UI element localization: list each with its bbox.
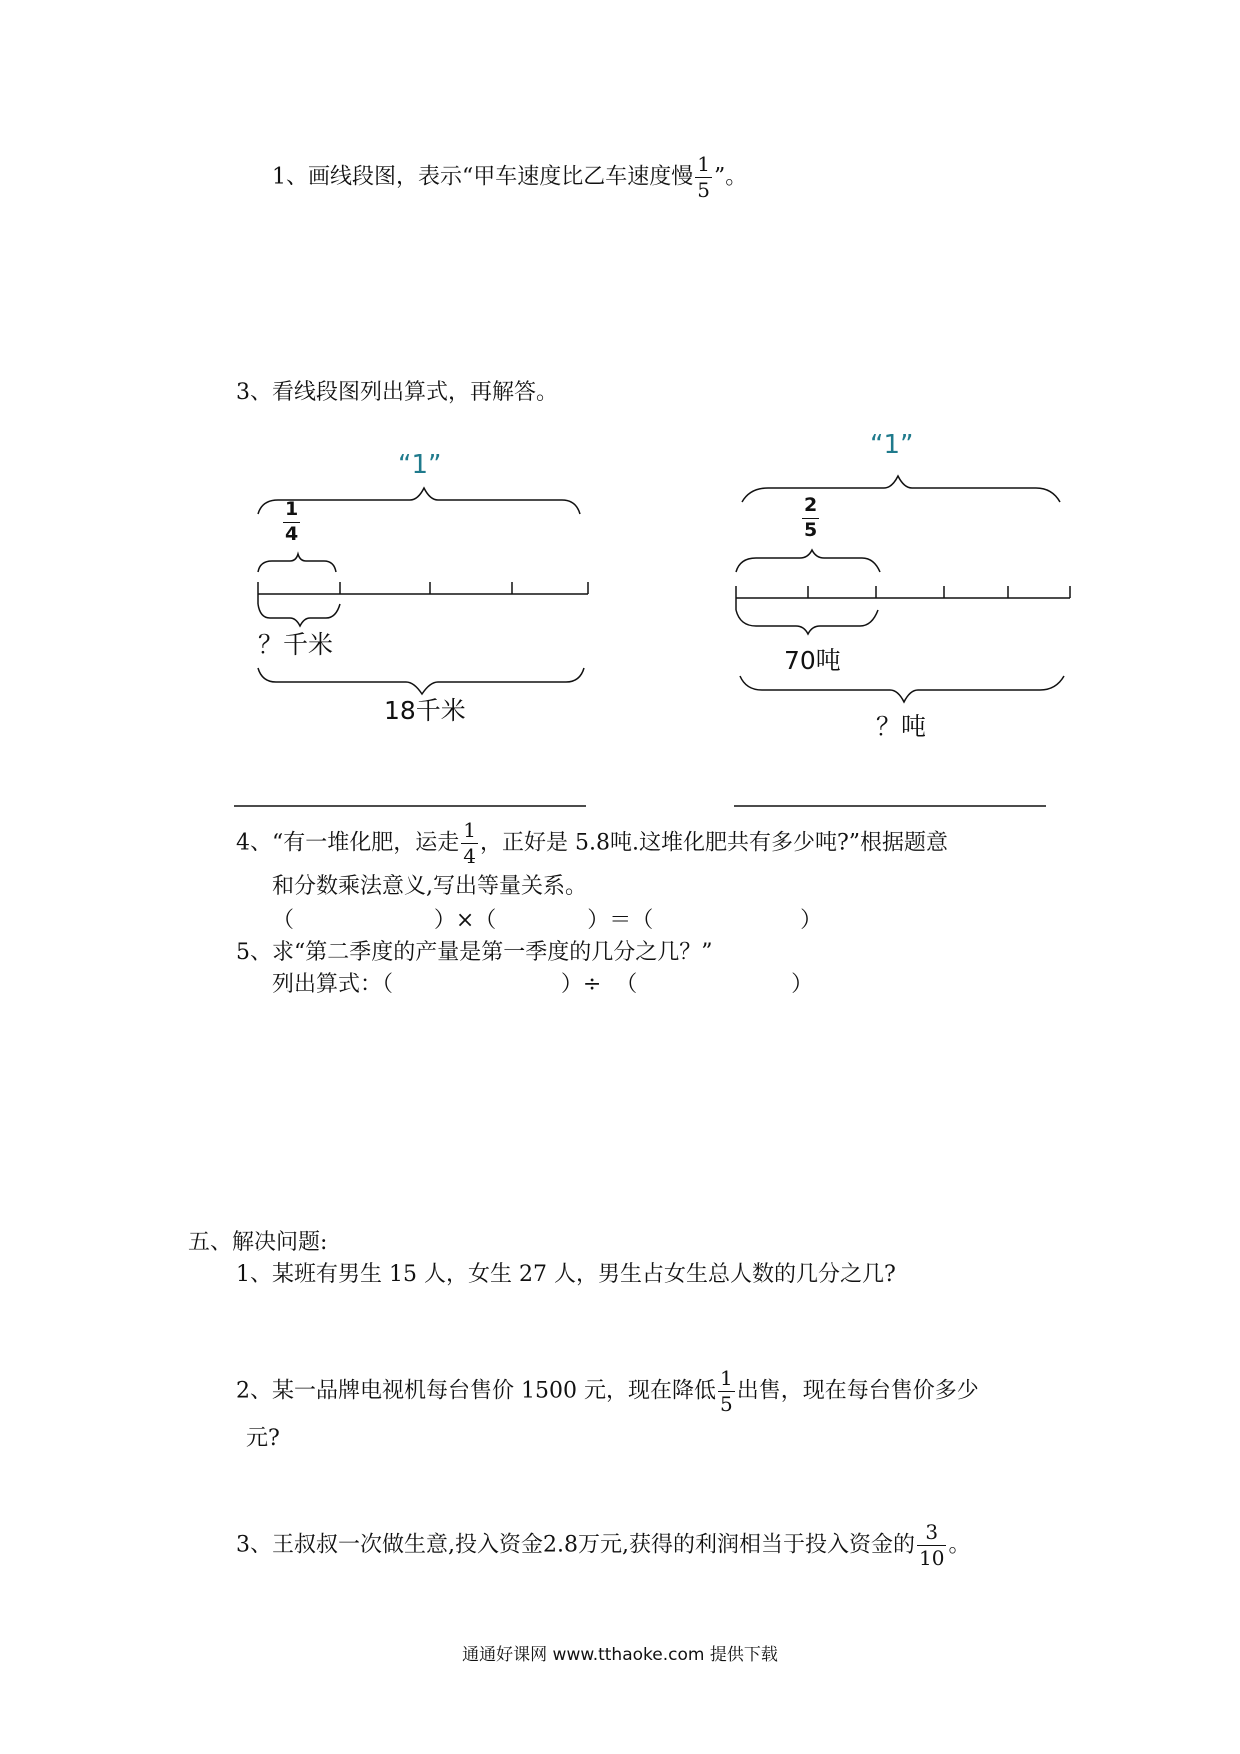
section-5-title: 五、解决问题: bbox=[188, 1230, 328, 1255]
right-fraction bbox=[800, 496, 821, 541]
right-fraction-brace bbox=[736, 550, 880, 572]
right-part-brace bbox=[736, 610, 878, 634]
question-4-blanks: （ ）×（ ）＝（ ） bbox=[272, 908, 823, 933]
q4-frac-den: 4 bbox=[463, 844, 476, 868]
p3-prefix: 3、王叔叔一次做生意,投入资金2.8万元,获得的利润相当于投入资金的 bbox=[236, 1532, 915, 1558]
left-total-brace bbox=[258, 668, 584, 694]
p3-frac-num: 3 bbox=[925, 1520, 939, 1544]
left-part-brace bbox=[258, 604, 340, 626]
p3-fraction bbox=[917, 1522, 946, 1569]
p3-suffix: 。 bbox=[948, 1532, 971, 1558]
section-5-problem-3 bbox=[236, 1522, 970, 1569]
left-part-label: ？千米 bbox=[258, 630, 334, 659]
right-part-label: 70吨 bbox=[784, 646, 841, 675]
question-3: 3、看线段图列出算式，再解答。 bbox=[236, 380, 558, 405]
right-whole-label: “1” bbox=[870, 430, 914, 460]
q1-frac-den: 5 bbox=[697, 178, 710, 202]
right-frac-num: 2 bbox=[804, 494, 818, 516]
q4-suffix: ，正好是 5.8吨.这堆化肥共有多少吨?”根据题意 bbox=[479, 830, 949, 856]
question-4-line1 bbox=[236, 820, 948, 867]
left-whole-label: “1” bbox=[398, 450, 442, 480]
section-5-problem-1: 1、某班有男生 15 人，女生 27 人，男生占女生总人数的几分之几? bbox=[236, 1262, 896, 1287]
left-quarter-brace bbox=[258, 554, 336, 572]
q1-suffix: ”。 bbox=[713, 164, 748, 190]
footer: 通通好课网 www.tthaoke.com 提供下载 bbox=[462, 1645, 778, 1665]
p2-frac-num: 1 bbox=[719, 1366, 733, 1390]
diagram-right bbox=[734, 476, 1070, 806]
q4-fraction bbox=[461, 820, 478, 867]
section-5-problem-2-line2: 元? bbox=[246, 1426, 280, 1451]
p2-fraction bbox=[718, 1368, 735, 1415]
left-fraction bbox=[281, 500, 302, 545]
q4-frac-num: 1 bbox=[463, 818, 476, 842]
left-total-label: 18千米 bbox=[384, 696, 466, 725]
right-whole-brace bbox=[742, 476, 1060, 502]
p3-frac-den: 10 bbox=[918, 1546, 945, 1570]
left-frac-num: 1 bbox=[285, 498, 299, 520]
right-frac-den: 5 bbox=[804, 518, 818, 541]
question-4-line2: 和分数乘法意义,写出等量关系。 bbox=[272, 874, 587, 899]
p2-frac-den: 5 bbox=[719, 1392, 733, 1416]
left-frac-den: 4 bbox=[285, 522, 299, 545]
p2-prefix: 2、某一品牌电视机每台售价 1500 元，现在降低 bbox=[236, 1378, 716, 1404]
question-5-line1: 5、求“第二季度的产量是第一季度的几分之几？” bbox=[236, 940, 713, 965]
right-total-brace bbox=[740, 676, 1064, 702]
section-5-problem-2 bbox=[236, 1368, 979, 1415]
q1-frac-num: 1 bbox=[697, 152, 710, 176]
left-whole-brace bbox=[258, 488, 580, 514]
right-total-label: ？吨 bbox=[876, 712, 927, 741]
p2-suffix: 出售，现在每台售价多少 bbox=[736, 1378, 979, 1404]
question-5-line2: 列出算式：（ ）÷ （ ） bbox=[272, 972, 814, 997]
q1-prefix: 1、画线段图，表示“甲车速度比乙车速度慢 bbox=[272, 164, 694, 190]
q4-prefix: 4、“有一堆化肥，运走 bbox=[236, 830, 460, 856]
